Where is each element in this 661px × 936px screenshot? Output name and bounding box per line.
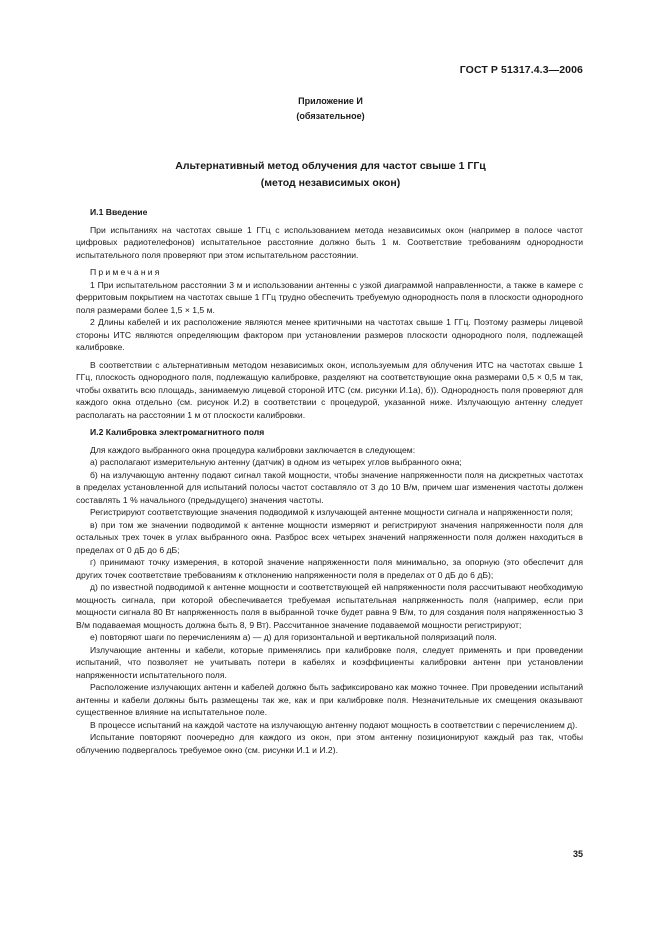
paragraph: Расположение излучающих антенн и кабелей должно быть зафиксировано как можно точнее. При проведении испытаний антенны и кабели должны быть размещены так же, как и при калибровке поля. Незначительные их смещения оказывают существенное влияние на испытательное поле.: [76, 682, 583, 717]
paragraph: Для каждого выбранного окна процедура калибровки заключается в следующем:: [90, 444, 416, 455]
list-item: е) повторяют шаги по перечислениям а) — д) для горизонтальной и вертикальной поляризаций поля.: [90, 632, 497, 642]
title-line-1: Альтернативный метод облучения для частот свыше 1 ГГц: [175, 160, 486, 172]
list-item: в) при том же значении подводимой к антенне мощности измеряют и регистрируют значения напряженности поля для остальных трех точек в углах выбранного окна. Разброс всех четырех значений напряженности поля должен находиться в пределах от 0 дБ до 6 дБ;: [76, 519, 583, 555]
appendix-status: (обязательное): [296, 111, 365, 121]
page-number: 35: [572, 849, 583, 859]
notes-label: Примечания: [90, 267, 162, 277]
paragraph: В соответствии с альтернативным методом независимых окон, используемым для облучения ИТС на частотах свыше 1 ГГц, плоскость однородного поля, подлежащую калибровке, разделяют на соответствующие окна размерами 0,5 × 0,5 м так, чтобы охватить всю площадь, занимаемую лицевой стороной ИТС (см. рисунки И.1а), б)). Однородность поля проверяют для каждого окна отдельно (см. рисунок И.2) в соответствии с процедурой, указанной ниже. Излучающую антенну следует располагать на расстоянии 1 м от плоскости калибровки.: [76, 359, 583, 420]
paragraph: В процессе испытаний на каждой частоте на излучающую антенну подают мощность в соответствии с перечислением д).: [90, 719, 578, 730]
paragraph: При испытаниях на частотах свыше 1 ГГц с использованием метода независимых окон (например в полосе частот цифровых радиотелефонов) испытательное расстояние должно быть 1 м. Соответствие требованиям однородности испытательного поля проверяют при этом испытательном расстоянии.: [76, 224, 583, 260]
document-body: [76, 206, 583, 756]
appendix-title: Приложение И: [298, 96, 363, 106]
paragraph: Излучающие антенны и кабели, которые применялись при калибровке поля, следует применять и при проведении испытаний, что позволяет не учитывать потери в кабелях и коэффициенты калибровки антенн при установлении напряженности испытательного поля.: [76, 644, 583, 680]
section-heading-intro: И.1 Введение: [90, 207, 148, 217]
list-item: а) располагают измерительную антенну (датчик) в одном из четырех углов выбранного окна;: [90, 457, 462, 467]
title-line-2: (метод независимых окон): [260, 177, 401, 189]
appendix-heading: [0, 94, 661, 124]
document-title: [0, 158, 661, 192]
paragraph: Испытание повторяют поочередно для каждого из окон, при этом антенну позиционируют каждый раз так, чтобы облучению подвергалось требуемое окно (см. рисунки И.1 и И.2).: [76, 732, 583, 755]
list-item: д) по известной подводимой к антенне мощности и соответствующей ей напряженности поля рассчитывают необходимую мощность сигнала, при которой обеспечивается требуемая испытательная напряженность поля (например, если при мощности сигнала 80 Вт напряженность поля в выбранной точке будет равна 9 В/м, то для создания поля напряженностью 3 В/м подаваемая мощность должна быть 8, 9 Вт). Рассчитанное значение подаваемой мощности регистрируют;: [76, 582, 583, 630]
note-item: 1 При испытательном расстоянии 3 м и использовании антенны с узкой диаграммой направленности, а также в камере с ферритовым покрытием на частотах свыше 1 ГГц трудно обеспечить требуемую однородность поля в плоскости однородного поля размерами более 1,5 × 1,5 м.: [76, 279, 583, 315]
section-heading-calibration: И.2 Калибровка электромагнитного поля: [90, 427, 265, 437]
note-item: 2 Длины кабелей и их расположение являются менее критичными на частотах свыше 1 ГГц. Поэтому размеры лицевой стороны ИТС являются определяющим фактором при установлении размеров плоскости однородного поля, подлежащей калибровке.: [76, 317, 583, 352]
list-item: б) на излучающую антенну подают сигнал такой мощности, чтобы значение напряженности поля на дискретных частотах в пределах установленной для испытаний полосы частот составляло от 3 до 10 В/м, причем шаг изменения частоты должен составлять 1 % начального (предыдущего) значения частоты.: [76, 469, 583, 505]
standard-code: ГОСТ Р 51317.4.3—2006: [459, 64, 583, 76]
paragraph: Регистрируют соответствующие значения подводимой к излучающей антенне мощности сигнала и напряженности поля;: [90, 507, 573, 517]
list-item: г) принимают точку измерения, в которой значение напряженности поля минимально, за опорную (это обеспечит для других точек соответствие требованиям к отклонению напряженности поля в пределах от 0 дБ до 6 дБ);: [76, 557, 583, 580]
